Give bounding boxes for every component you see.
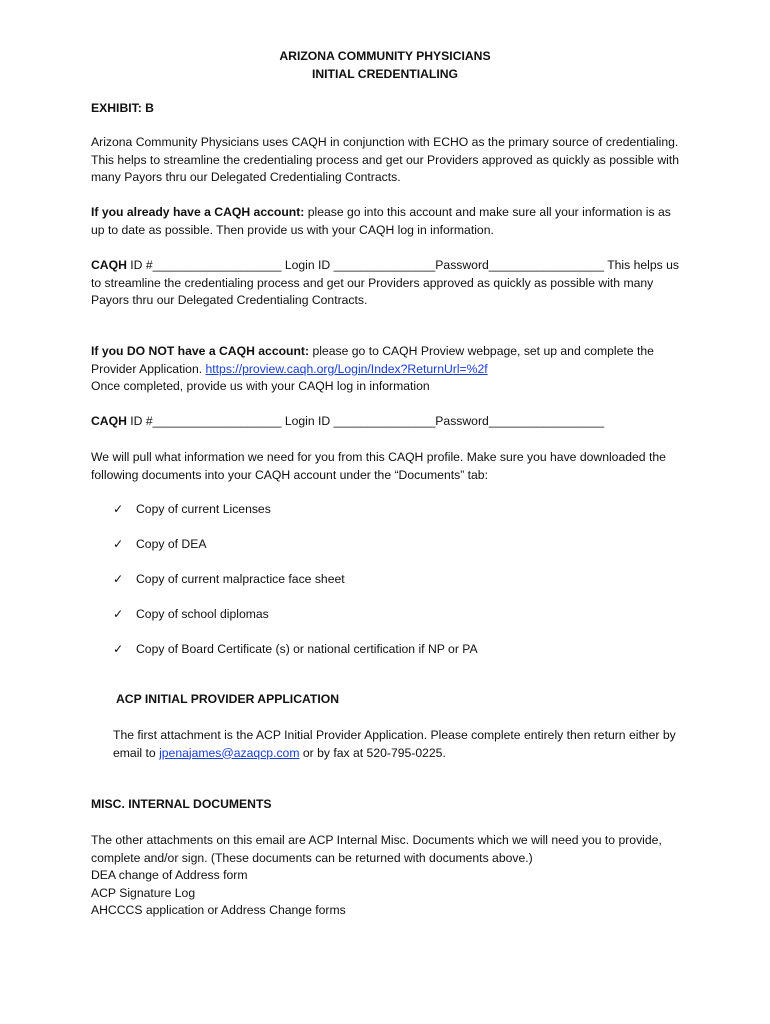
checklist-item-label: Copy of current Licenses [136,502,271,516]
once-completed-text: Once completed, provide us with your CAQH log in information [91,379,430,393]
existing-account-text: please go into this account and make sure all your information is as up to date as possible. Then provide us with your CAQH log in information. [91,205,671,237]
caqh-credentials-form-1 [91,257,681,310]
password-field[interactable]: _________________ [488,414,605,428]
checklist-item [113,606,673,624]
checklist-item-label: Copy of DEA [136,537,207,551]
existing-account-paragraph [91,204,681,239]
document-header [0,48,770,83]
login-id-label: Login ID [281,258,334,272]
misc-list-item: DEA change of Address form [91,868,248,882]
misc-paragraph: The other attachments on this email are ACP Internal Misc. Documents which we will need you to provide, complete and/or sign. (These documents can be returned with documents above.) [91,833,662,865]
checkmark-icon: ✓ [113,502,124,516]
email-link[interactable]: jpenajames@azaqcp.com [159,745,300,760]
acp-application-paragraph [113,727,683,762]
caqh-label: CAQH [91,258,127,272]
streamline-text: This helps us to streamline the credentialing process and get our Providers approved as quickly as possible with many Payors thru our Delegated Credentialing Contracts. [91,258,680,307]
checklist-item [113,501,673,519]
no-account-paragraph [91,343,681,396]
checklist-item [113,571,673,589]
acp-application-text: The first attachment is the ACP Initial Provider Application. Please complete entirely then return either by email to [113,728,676,760]
checklist-item-label: Copy of current malpractice face sheet [136,572,345,586]
checkmark-icon: ✓ [113,537,124,551]
caqh-id-field[interactable]: ___________________ [152,258,282,272]
password-field[interactable]: _________________ [488,258,605,272]
checkmark-icon: ✓ [113,572,124,586]
misc-section [91,832,681,920]
password-label: Password [435,414,489,428]
misc-heading: MISC. INTERNAL DOCUMENTS [91,797,272,811]
no-account-lead: If you DO NOT have a CAQH account: [91,344,310,358]
caqh-label: CAQH [91,414,127,428]
checkmark-icon: ✓ [113,642,124,656]
acp-application-heading: ACP INITIAL PROVIDER APPLICATION [116,692,340,706]
fax-text: or by fax at 520-795-0225. [299,745,446,760]
caqh-id-label: ID # [126,414,153,428]
caqh-credentials-form-2 [91,413,681,431]
password-label: Password [435,258,489,272]
org-title: ARIZONA COMMUNITY PHYSICIANS [279,49,491,63]
login-id-label: Login ID [281,414,334,428]
caqh-proview-link[interactable]: https://proview.caqh.org/Login/Index?ReturnUrl=%2f [205,361,488,376]
pull-info-paragraph: We will pull what information we need for you from this CAQH profile. Make sure you have downloaded the following documents into your CAQH account under the “Documents” tab: [91,450,666,482]
page-subtitle: INITIAL CREDENTIALING [311,66,459,81]
login-id-field[interactable]: _______________ [333,414,436,428]
checklist-item [113,641,673,659]
exhibit-label: EXHIBIT: B [91,101,154,115]
checklist-item-label: Copy of Board Certificate (s) or national certification if NP or PA [136,642,478,656]
caqh-id-field[interactable]: ___________________ [152,414,282,428]
intro-paragraph: Arizona Community Physicians uses CAQH in conjunction with ECHO as the primary source of credentialing. This helps to streamline the credentialing process and get our Providers approved as quickly as possible with many Payors thru our Delegated Credentialing Contracts. [91,135,680,184]
caqh-id-label: ID # [126,258,153,272]
existing-account-lead: If you already have a CAQH account: [91,205,305,219]
misc-list-item: AHCCCS application or Address Change forms [91,903,346,917]
checklist-item-label: Copy of school diplomas [136,607,269,621]
checklist-item [113,536,673,554]
login-id-field[interactable]: _______________ [333,258,436,272]
checkmark-icon: ✓ [113,607,124,621]
no-account-text: please go to CAQH Proview webpage, set up and complete the Provider Application. [91,344,654,376]
misc-list-item: ACP Signature Log [91,885,196,900]
